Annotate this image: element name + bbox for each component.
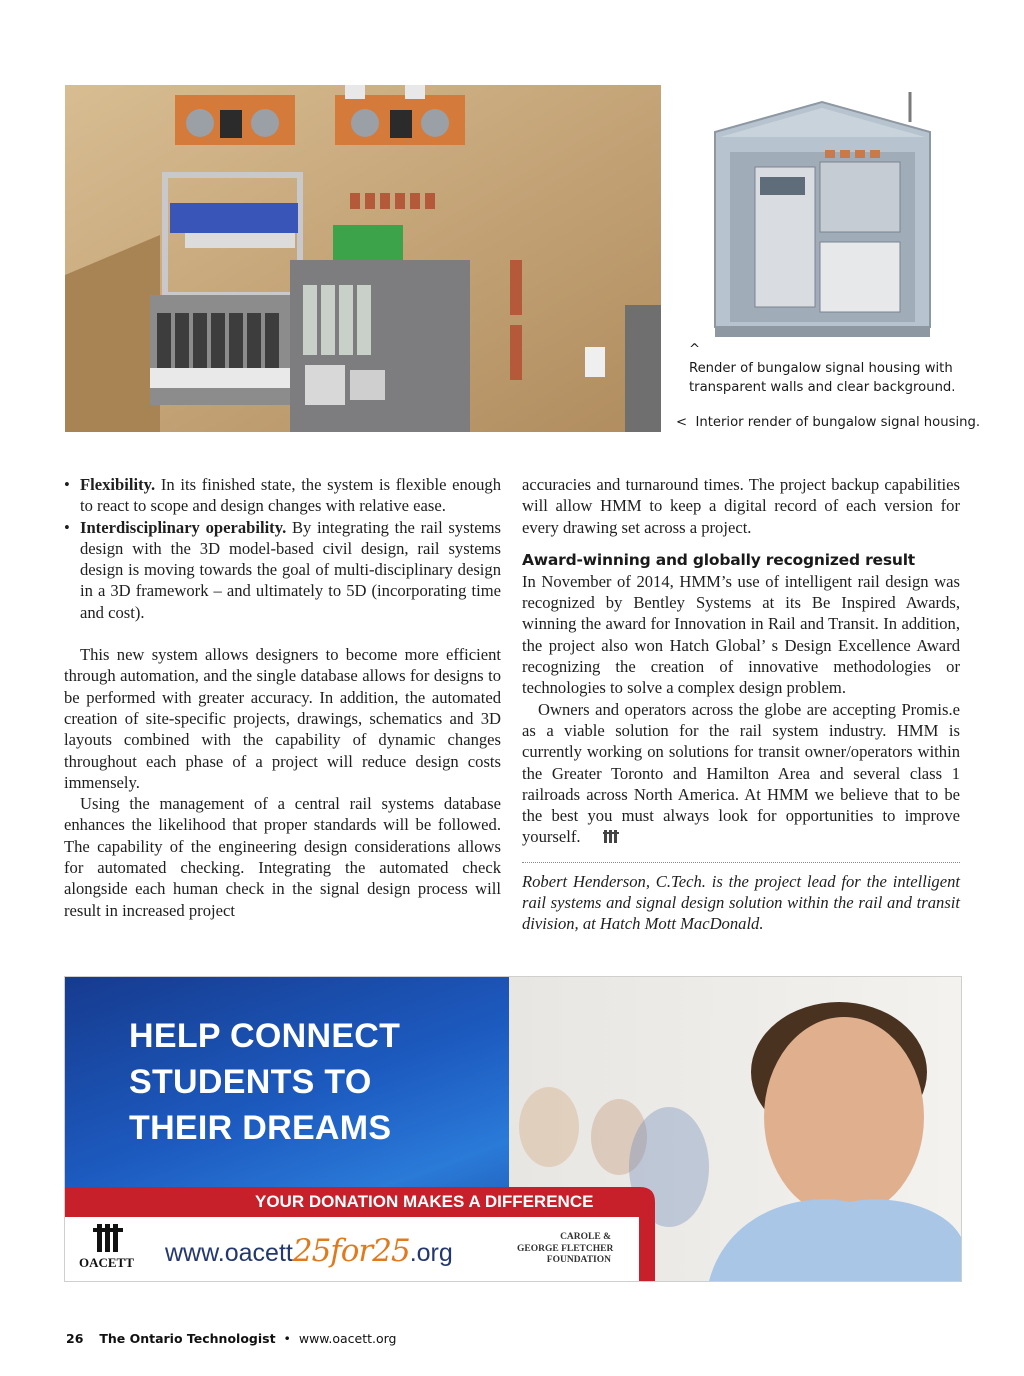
footer-website-link[interactable]: www.oacett.org: [298, 1331, 397, 1346]
foundation-line: GEORGE FLETCHER: [517, 1243, 614, 1254]
caption-arrow-left: <: [676, 415, 688, 430]
page-footer: [66, 1331, 397, 1346]
footer-separator: •: [283, 1331, 291, 1346]
interior-render-image: [65, 85, 661, 432]
caption-line: Render of bungalow signal housing with: [689, 361, 953, 376]
bullet-interdisciplinary: [64, 517, 501, 623]
interior-caption: [676, 413, 1016, 432]
author-bio: Robert Henderson, C.Tech. is the project lead for the intelligent rail systems and signal design solution within the rail and transit division, at Hatch Mott MacDonald.: [522, 871, 960, 934]
ad-headline-line: HELP CONNECT: [129, 1017, 401, 1055]
ad-url-highlight: 25for25: [292, 1233, 410, 1269]
ad-donation-text: YOUR DONATION MAKES A DIFFERENCE: [255, 1192, 594, 1211]
bungalow-caption: [689, 340, 989, 397]
bullet-text: By integrating the rail systems design with the 3D model-based civil design, rail systems design is moving towards the goal of multi-disciplinary design in a 3D framework – and ultimately to 5D (incorporating time and cost).: [80, 517, 501, 622]
ad-headline-line: THEIR DREAMS: [129, 1109, 392, 1147]
caption-arrow-up: ^: [689, 342, 701, 357]
ad-headline: [129, 1013, 489, 1151]
foundation-logo: [517, 1232, 614, 1267]
end-of-article-icon: [587, 828, 619, 849]
body-paragraph: This new system allows designers to become more efficient through automation, and the single database allows for designs to be performed with greater accuracy. In addition, the automated creation of site-specific projects, drawings, schematics and 3D layouts combined with the capability of dynamic changes throughout each phase of a project will reduce design costs immensely.: [64, 645, 501, 792]
ad-url-prefix: www.oacett: [165, 1239, 293, 1267]
ad-headline-line: STUDENTS TO: [129, 1063, 372, 1101]
bungalow-render-image: [700, 92, 945, 342]
body-paragraph-text: Owners and operators across the globe are accepting Promis.e as a viable solution for the rail system industry. HMM is currently working on solutions for transit owner/operators within the Greater Toronto and Hamilton Area and several class 1 railroads across North America. At HMM we believe that to be the best you must always look for opportunities to improve yourself.: [522, 699, 960, 847]
caption-text: Interior render of bungalow signal housing.: [695, 415, 981, 430]
bullet-title: Interdisciplinary operability.: [80, 517, 287, 537]
ad-url-suffix: .org: [409, 1239, 453, 1267]
donation-advertisement[interactable]: [64, 976, 962, 1282]
caption-line: transparent walls and clear background.: [689, 380, 956, 395]
page-number: 26: [66, 1331, 84, 1346]
body-paragraph: In November of 2014, HMM’s use of intelligent rail design was recognized by Bentley Systems at its Be Inspired Awards, winning the award for Innovation in Rail and Transit. In addition, the project also won Hatch Global’ s Design Excellence Award recognizing the creation of innovative methodologies or technologies to solve a complex design problem.: [522, 571, 960, 698]
foundation-line: CAROLE &: [560, 1232, 611, 1242]
bullet-flexibility: [64, 474, 501, 517]
foundation-line: FOUNDATION: [546, 1255, 611, 1265]
left-text-column: [64, 474, 501, 921]
publication-name: The Ontario Technologist: [99, 1331, 276, 1346]
body-paragraph: Using the management of a central rail systems database enhances the likelihood that proper standards will be followed. The capability of the engineering design considerations allows for automated checking. Integrating the automated check alongside each human check in the signal design process will result in increased project: [64, 794, 501, 920]
bullet-dot: •: [64, 517, 70, 537]
bullet-title: Flexibility.: [80, 475, 156, 494]
ad-url-link[interactable]: [165, 1233, 453, 1269]
body-paragraph: accuracies and turnaround times. The project backup capabilities will allow HMM to keep a digital record of each version for every drawing set across a project.: [522, 475, 960, 537]
right-text-column: [522, 474, 960, 935]
oacett-logo-text: OACETT: [79, 1255, 134, 1270]
bullet-dot: •: [64, 475, 70, 494]
body-paragraph: [522, 699, 960, 850]
divider-rule: [522, 862, 960, 863]
bullet-text: In its finished state, the system is flexible enough to react to scope and design changes with relative ease.: [80, 475, 501, 516]
section-heading: Award-winning and globally recognized result: [522, 550, 916, 569]
